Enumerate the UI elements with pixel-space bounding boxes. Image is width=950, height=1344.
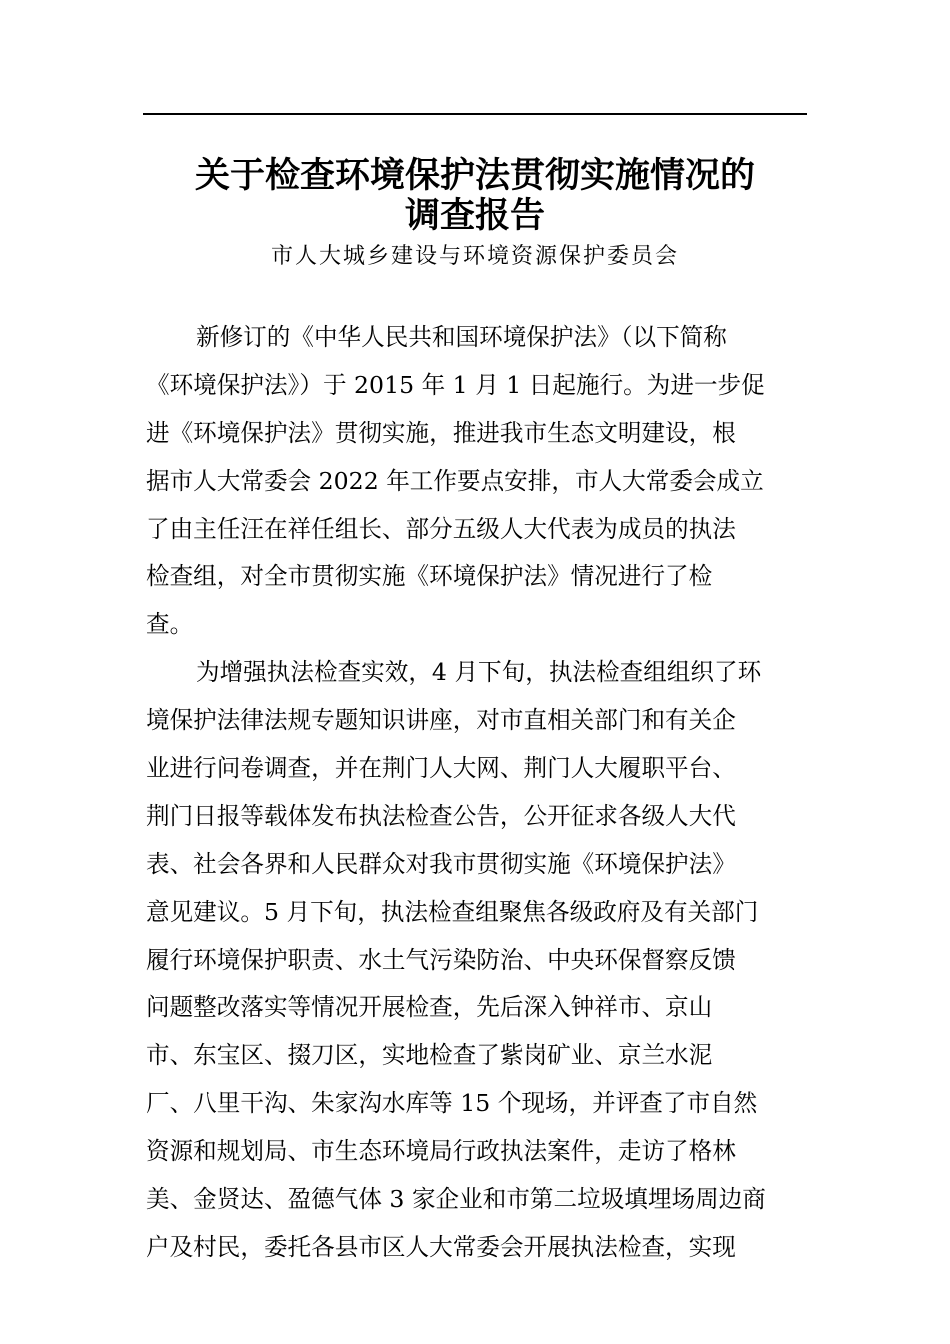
- paragraph-line: 《环境保护法》）于 2015 年 1 月 1 日起施行。为进一步促: [146, 370, 765, 399]
- paragraph-line: 意见建议。5 月下旬，执法检查组聚焦各级政府及有关部门: [146, 897, 759, 926]
- title-line-1: 关于检查环境保护法贯彻实施情况的: [194, 155, 755, 196]
- paragraph-2: [146, 649, 810, 1272]
- paragraph-line: 资源和规划局、市生态环境局行政执法案件，走访了格林: [146, 1137, 736, 1166]
- title-line-2: 调查报告: [404, 195, 545, 236]
- paragraph-line: 据市人大常委会 2022 年工作要点安排，市人大常委会成立: [146, 466, 764, 495]
- paragraph-line: 户及村民，委托各县市区人大常委会开展执法检查，实现: [146, 1232, 736, 1261]
- paragraph-line: 了由主任汪在祥任组长、部分五级人大代表为成员的执法: [146, 514, 736, 543]
- paragraph-line: 荆门日报等载体发布执法检查公告，公开征求各级人大代: [146, 801, 736, 830]
- header-rule: [143, 113, 807, 115]
- paragraph-1: [146, 314, 810, 649]
- paragraph-line: 问题整改落实等情况开展检查，先后深入钟祥市、京山: [146, 993, 713, 1022]
- paragraph-line: 境保护法律法规专题知识讲座，对市直相关部门和有关企: [146, 706, 736, 735]
- paragraph-line: 厂、八里干沟、朱家沟水库等 15 个现场，并评查了市自然: [146, 1089, 758, 1118]
- paragraph-line: 检查组，对全市贯彻实施《环境保护法》情况进行了检: [146, 562, 713, 591]
- paragraph-line: 履行环境保护职责、水土气污染防治、中央环保督察反馈: [146, 945, 736, 974]
- paragraph-line: 业进行问卷调查，并在荆门人大网、荆门人大履职平台、: [146, 754, 736, 783]
- paragraph-line: 市、东宝区、掇刀区，实地检查了紫岗矿业、京兰水泥: [146, 1041, 713, 1070]
- paragraph-line: 查。: [146, 610, 194, 639]
- paragraph-line: 新修订的《中华人民共和国环境保护法》（以下简称: [196, 323, 727, 351]
- paragraph-line: 进《环境保护法》贯彻实施，推进我市生态文明建设，根: [146, 418, 736, 447]
- document-title: [143, 156, 807, 236]
- document-author: 市人大城乡建设与环境资源保护委员会: [270, 244, 679, 269]
- document-body: [146, 314, 810, 1272]
- paragraph-line: 美、金贤达、盈德气体 3 家企业和市第二垃圾填埋场周边商: [146, 1185, 766, 1214]
- paragraph-line: 表、社会各界和人民群众对我市贯彻实施《环境保护法》: [146, 849, 736, 878]
- paragraph-line: 为增强执法检查实效，4 月下旬，执法检查组组织了环: [196, 658, 762, 687]
